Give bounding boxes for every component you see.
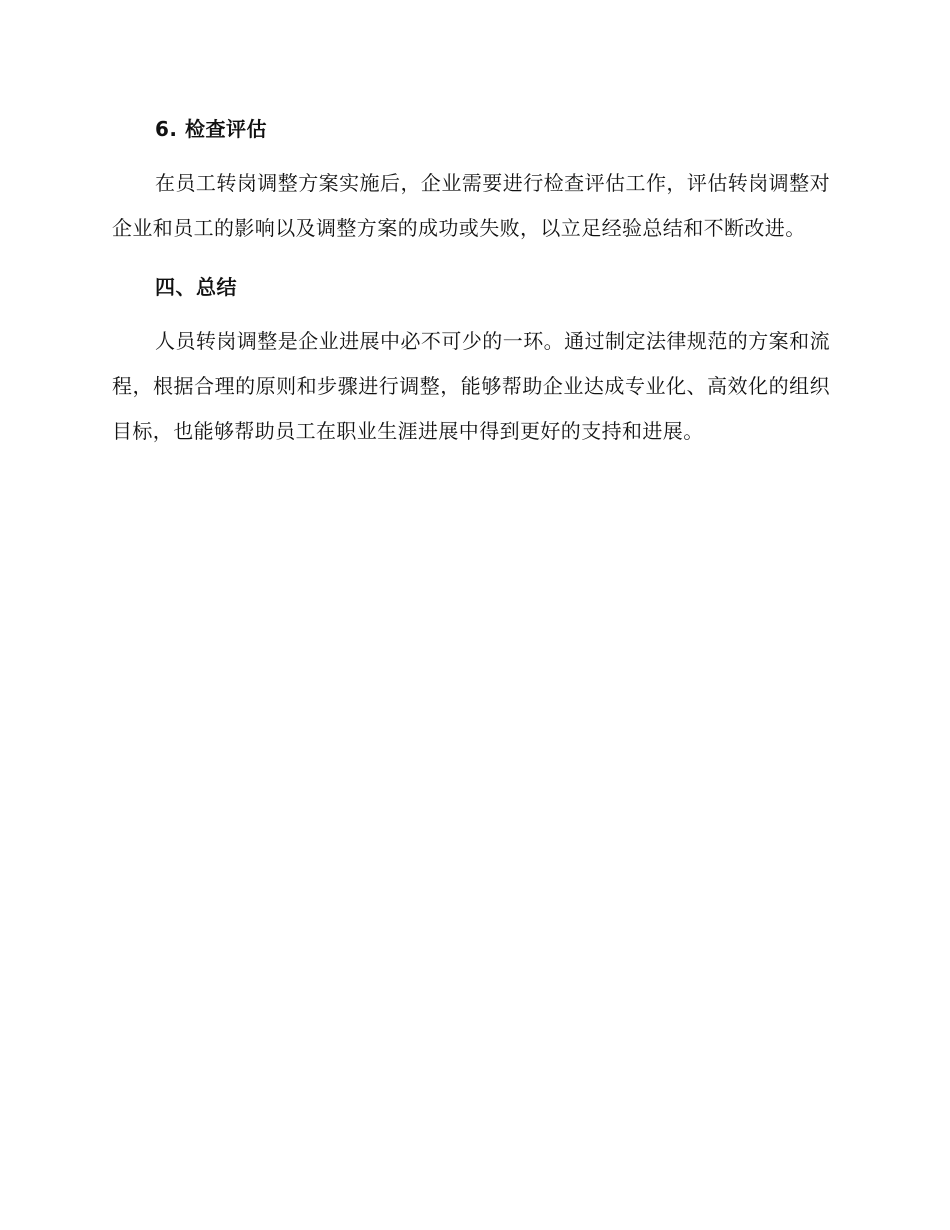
- section-heading-inspection: 6. 检查评估: [155, 117, 267, 141]
- section-paragraph-summary: 人员转岗调整是企业进展中必不可少的一环。通过制定法律规范的方案和流程，根据合理的原则和步骤进行调整，能够帮助企业达成专业化、高效化的组织目标，也能够帮助员工在职业生涯进展中得到更好的支持和进展。: [112, 329, 830, 443]
- section-paragraph-inspection: 在员工转岗调整方案实施后，企业需要进行检查评估工作，评估转岗调整对企业和员工的影响以及调整方案的成功或失败，以立足经验总结和不断改进。: [112, 171, 830, 240]
- section-heading-summary: 四、总结: [155, 275, 237, 299]
